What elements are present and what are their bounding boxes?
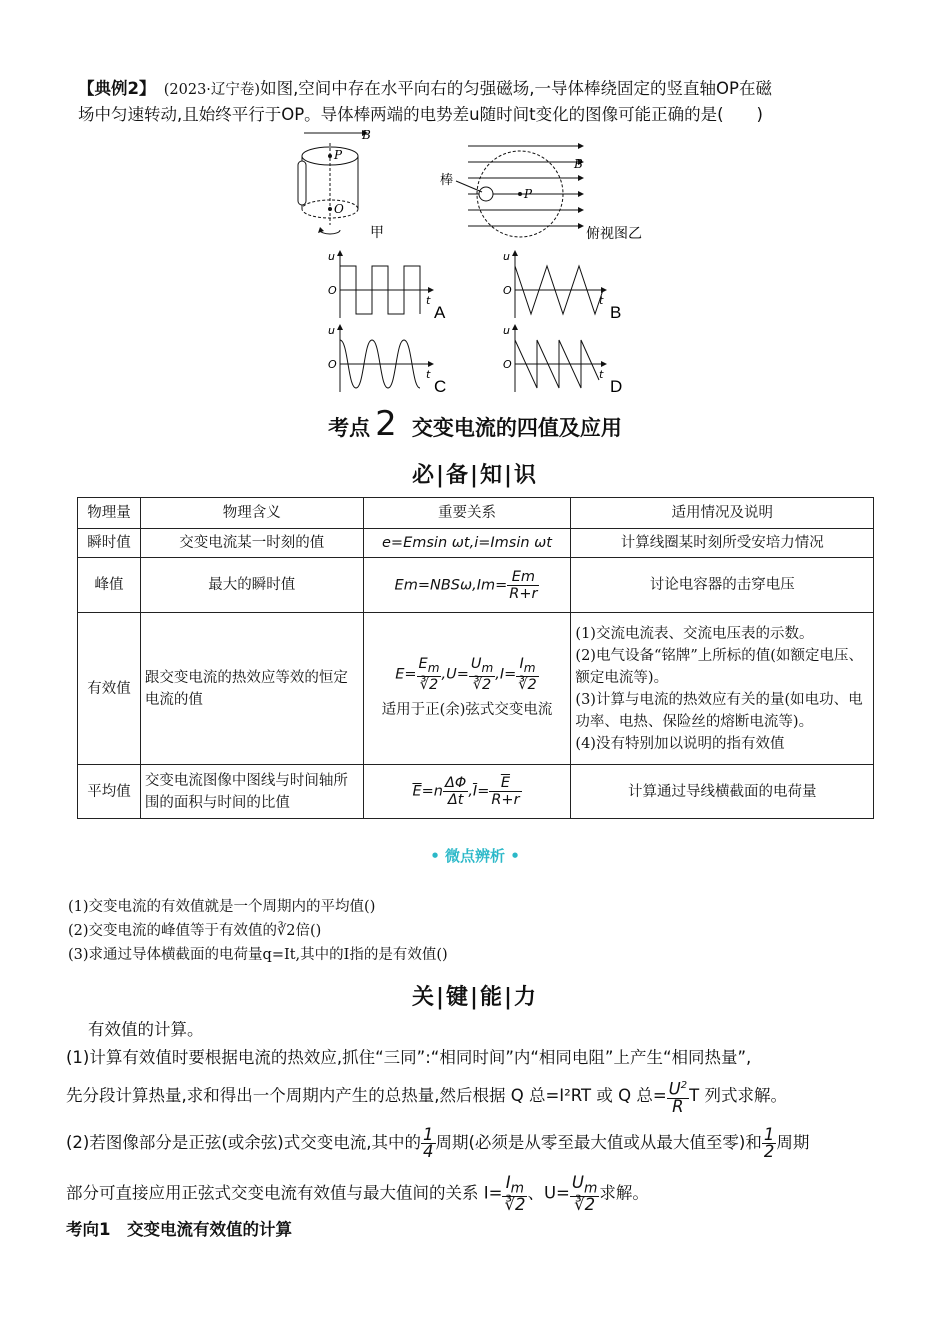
b-o-label: O (503, 284, 512, 297)
a-u-label: u (328, 250, 335, 263)
d-o-label: O (503, 358, 512, 371)
fig-p-label: P (334, 148, 343, 162)
fig-yi-label: 俯视图乙 (586, 226, 642, 242)
effective-p3: 部分可直接应用正弦式交变电流有效值与最大值间的关系 I= $\frac{I_m}{∛2}$ 、U= $\frac{U_m}{∛2}$ 求解。 (66, 1173, 649, 1215)
th-usage: 适用情况及说明 (571, 498, 874, 529)
micro-item: (2)交变电流的峰值等于有效值的∛2倍() (68, 923, 322, 939)
effective-p1-line2: 先分段计算热量,求和得出一个周期内产生的总热量,然后根据 Q 总=I²RT 或 Q 总= $\frac{U^2}{R}$ T 列式求解。 (66, 1079, 787, 1116)
th-relation: 重要关系 (363, 498, 571, 529)
example-source: (2023·辽宁卷) (163, 82, 261, 98)
knowledge-title: 必|备|知|识 (411, 462, 538, 488)
cell-meaning: 最大的瞬时值 (140, 558, 363, 613)
section-number: 2 (375, 404, 397, 444)
effective-note: 适用于正(余)弦式交变电流 (381, 701, 553, 718)
fig-o-label: O (334, 202, 344, 216)
peak-frac-num: Em (507, 569, 539, 586)
th-meaning: 物理含义 (140, 498, 363, 529)
cell-relation (363, 558, 571, 613)
direction-heading: 考向1 交变电流有效值的计算 (66, 1220, 292, 1239)
effective-intro: 有效值的计算。 (88, 1020, 204, 1039)
micro-item: (3)求通过导体横截面的电荷量q=It,其中的I指的是有效值() (68, 947, 448, 963)
cell-relation: e=Emsin ωt,i=Imsin ωt (363, 529, 571, 558)
example-line2: 场中匀速转动,且始终平行于OP。导体棒两端的电势差u随时间t变化的图像可能正确的是( ) (78, 105, 763, 124)
d-u-label: u (503, 324, 510, 337)
effective-p1a: (1)计算有效值时要根据电流的热效应,抓住“三同”:“相同时间”内“相同电阻”上产生“相同热量”, (66, 1048, 752, 1067)
figure-yi (440, 138, 660, 246)
option-b-label: B (610, 303, 622, 322)
example-line1: 如图,空间中存在水平向右的匀强磁场,一导体棒绕固定的竖直轴OP在磁 (260, 79, 772, 98)
table-row-average (78, 765, 874, 819)
cell-usage: 计算线圈某时刻所受安培力情况 (571, 529, 874, 558)
option-a-label: A (434, 303, 446, 322)
micro-item: (1)交变电流的有效值就是一个周期内的平均值() (68, 899, 376, 915)
micro-title: • 微点辨析 • (430, 847, 520, 865)
cell-name: 瞬时值 (78, 529, 141, 558)
c-t-label: t (426, 368, 431, 381)
example-block (78, 76, 888, 128)
cell-name: 峰值 (78, 558, 141, 613)
example-tag: 【典例2】 (78, 79, 148, 98)
cell-usage (571, 613, 874, 765)
section-title: 交变电流的四值及应用 (411, 416, 622, 440)
fig-b-label: B (362, 128, 371, 142)
peak-relation-text: Em=NBSω,Im= (394, 577, 508, 593)
usage-item: (1)交流电流表、交流电压表的示数。 (575, 625, 814, 642)
option-c-label: C (434, 377, 447, 396)
effective-formula: E= $\frac{E_m}{∛2}$ ,U= $\frac{U_m}{∛2}$ ,I= $\frac{I_m}{∛2}$ (395, 656, 537, 693)
cell-name: 有效值 (78, 613, 141, 765)
table-row-peak (78, 558, 874, 613)
peak-frac-den: R+r (509, 585, 538, 602)
section-heading (0, 404, 950, 444)
micro-list (68, 895, 448, 967)
c-o-label: O (328, 358, 337, 371)
effective-p3b: 、U= (527, 1183, 570, 1203)
th-quantity: 物理量 (78, 498, 141, 529)
table-row-instant (78, 529, 874, 558)
figure-jia (290, 125, 400, 245)
four-values-table (77, 497, 874, 819)
b-t-label: t (599, 294, 604, 307)
effective-p2a: (2)若图像部分是正弦(或余弦)式交变电流,其中的 (66, 1133, 421, 1152)
cell-meaning: 跟交变电流的热效应等效的恒定电流的值 (140, 613, 363, 765)
option-d-label: D (610, 377, 623, 396)
a-o-label: O (328, 284, 337, 297)
cell-relation: $\overline{E}=n$ $\frac{\Delta\Phi}{\Delta t}$ $,\overline{I}=$ $\frac{\overline{E}}{R+r}$ (363, 765, 571, 819)
b-u-label: u (503, 250, 510, 263)
effective-p2c: 周期 (776, 1133, 810, 1152)
option-a-graph (320, 248, 460, 322)
table-row-effective (78, 613, 874, 765)
d-t-label: t (599, 368, 604, 381)
cell-meaning: 交变电流图像中图线与时间轴所围的面积与时间的比值 (140, 765, 363, 819)
cell-name: 平均值 (78, 765, 141, 819)
table-header-row (78, 498, 874, 529)
effective-p2: (2)若图像部分是正弦(或余弦)式交变电流,其中的 $\frac{1}{4}$ 周期(必须是从零至最大值或从最大值至零)和 $\frac{1}{2}$ 周期 (66, 1125, 810, 1161)
cell-usage: 讨论电容器的击穿电压 (571, 558, 874, 613)
c-u-label: u (328, 324, 335, 337)
section-prefix: 考点 (328, 416, 371, 440)
effective-p2b: 周期(必须是从零至最大值或从最大值至零)和 (435, 1133, 762, 1152)
effective-p1b: 先分段计算热量,求和得出一个周期内产生的总热量,然后根据 Q 总=I²RT 或 Q 总= (66, 1085, 667, 1105)
effective-p1c: T 列式求解。 (689, 1085, 787, 1105)
a-t-label: t (426, 294, 431, 307)
fig-bang-label: 棒 (440, 173, 454, 188)
cell-usage: 计算通过导线横截面的电荷量 (571, 765, 874, 819)
option-d-graph (495, 322, 635, 396)
usage-item: (3)计算与电流的热效应有关的量(如电功、电功率、电热、保险丝的熔断电流等)。 (575, 691, 863, 730)
fig-yi-b-label: B (574, 157, 583, 171)
ability-title: 关|键|能|力 (411, 984, 538, 1010)
cell-meaning: 交变电流某一时刻的值 (140, 529, 363, 558)
effective-p3c: 求解。 (599, 1183, 649, 1203)
usage-item: (4)没有特别加以说明的指有效值 (575, 735, 785, 752)
option-c-graph (320, 322, 460, 396)
fig-jia-label: 甲 (370, 225, 384, 241)
option-b-graph (495, 248, 635, 322)
effective-p3a: 部分可直接应用正弦式交变电流有效值与最大值间的关系 I= (66, 1183, 503, 1203)
cell-relation (363, 613, 571, 765)
fig-yi-p-label: P (524, 187, 533, 201)
usage-item: (2)电气设备“铭牌”上所标的值(如额定电压、额定电流等)。 (575, 647, 863, 686)
